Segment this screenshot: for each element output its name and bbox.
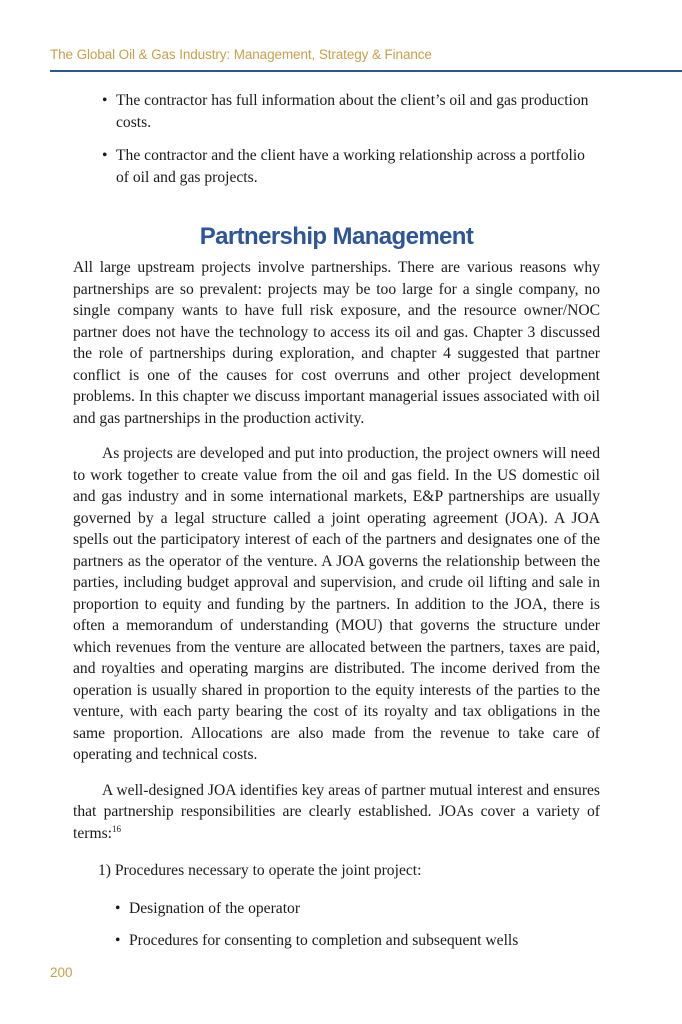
bullet-text: The contractor and the client have a working relationship across a portfolio of oil and gas projects. [116,147,585,186]
bullet-text: Procedures for consenting to completion and subsequent wells [129,932,519,949]
paragraph-joa: As projects are developed and put into production, the project owners will need to work together to create value from the oil and gas field. In the US domestic oil and gas industry and in some international markets, E&P partnerships are usually governed by a legal structure called a joint operating agreement (JOA). A JOA spells out the participatory interest of each of the partners and designates one of the partners as the operator of the venture. A JOA governs the relationship between the parties, including budget approval and supervision, and crude oil lifting and sale in proportion to equity and funding by the partners. In addition to the JOA, there is often a memorandum of understanding (MOU) that governs the structure under which revenues from the venture are allocated between the partners, taxes are paid, and royalties and operating margins are distributed. The income derived from the operation is usually shared in proportion to the equity interests of the parties to the venture, with each party bearing the cost of its royalty and tax obligations in the same proportion. Allocations are also made from the revenue to take care of operating and technical costs. [73,445,600,763]
footnote-ref: 16 [111,823,121,834]
bullet-icon: • [115,932,121,949]
paragraph-intro: All large upstream projects involve partnerships. There are various reasons why partnerships are so prevalent: projects may be too large for a single company, no single company wants to have full risk exposure, and the resource owner/NOC partner does not have the technology to access its oil and gas. Chapter 3 discussed the role of partnerships during exploration, and chapter 4 suggested that partner conflict is one of the causes for cost overruns and other project development problems. In this chapter we discuss important managerial issues associated with oil and gas partnerships in the production activity. [73,259,600,427]
list-item [73,898,600,920]
running-header-title: The Global Oil & Gas Industry: Management, Strategy & Finance [50,47,432,62]
bullet-text: The contractor has full information about the client’s oil and gas production costs. [116,92,589,131]
header-rule [50,70,682,72]
list-item [73,930,600,952]
paragraph-terms [73,780,600,845]
list-item [73,90,600,133]
bullet-icon: • [102,92,108,109]
bullet-text: Designation of the operator [129,899,301,917]
section-heading: Partnership Management [199,223,474,250]
list-item [73,145,600,188]
numbered-item: 1) Procedures necessary to operate the joint project: [98,862,422,879]
sub-bullet-list [73,898,600,952]
paragraph-terms-text: A well-designed JOA identifies key areas of partner mutual interest and ensures that partnership responsibilities are clearly established. JOAs cover a variety of terms: [73,781,600,842]
page-number: 200 [50,965,73,980]
top-bullet-list [73,90,600,188]
page-body [73,90,600,963]
bullet-icon: • [115,899,121,917]
bullet-icon: • [102,147,108,164]
